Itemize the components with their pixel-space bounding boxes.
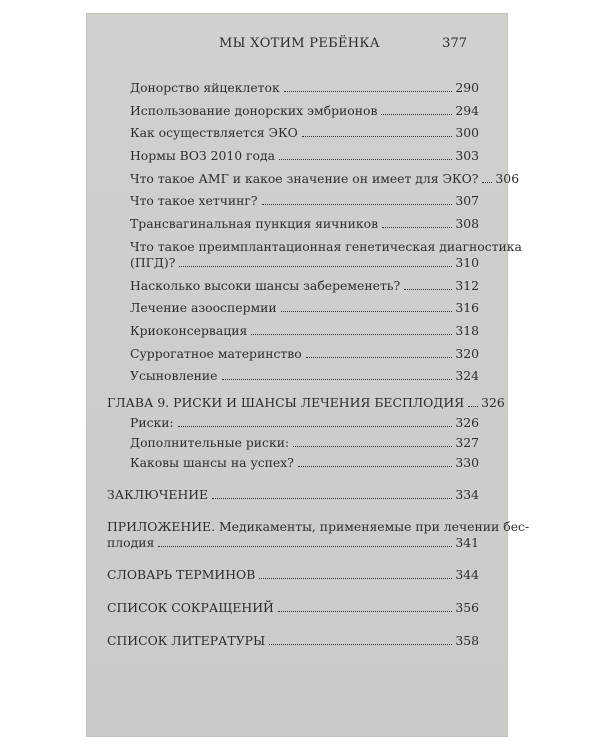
toc-chapter-page: 326 — [481, 395, 505, 411]
toc-entry — [130, 278, 479, 294]
toc-entry — [130, 300, 479, 316]
toc-entry-label: Усыновление — [130, 368, 218, 384]
dot-leader — [251, 334, 452, 335]
dot-leader — [302, 136, 453, 137]
toc-entry-label: Риски: — [130, 415, 174, 431]
toc-entry — [130, 193, 479, 209]
toc-entry-label: Лечение азооспермии — [130, 300, 277, 316]
toc-section-label: СЛОВАРЬ ТЕРМИНОВ — [107, 567, 256, 583]
toc-entry-label: Каковы шансы на успех? — [130, 455, 294, 471]
toc-entry-page: 306 — [495, 170, 520, 186]
toc-literature — [107, 633, 479, 649]
toc-entry-label: Использование донорских эмбрионов — [130, 102, 378, 118]
toc-entry-label: Криоконсервация — [130, 322, 248, 338]
toc-entry-page: 312 — [455, 277, 479, 293]
toc-entry — [130, 435, 479, 451]
dot-leader — [278, 611, 453, 612]
dot-leader — [212, 498, 452, 499]
toc-section-page: 334 — [455, 487, 479, 503]
toc-appendix — [107, 519, 530, 551]
toc-entry-label: Что такое хетчинг? — [130, 193, 258, 209]
toc-entry-page: 308 — [455, 216, 479, 232]
toc-section-page: 358 — [455, 633, 479, 649]
dot-leader — [298, 466, 452, 467]
toc-entry-page: 324 — [455, 368, 479, 384]
dot-leader — [281, 311, 453, 312]
dot-leader — [158, 546, 452, 547]
dot-leader — [382, 227, 452, 228]
dot-leader — [259, 578, 452, 579]
toc-entry-label: Насколько высоки шансы забеременеть? — [130, 277, 401, 293]
toc-entry-label-line2: (ПГД)? — [130, 254, 176, 270]
toc-section-label: ЗАКЛЮЧЕНИЕ — [107, 487, 209, 503]
toc-entry-page: 300 — [455, 125, 479, 141]
toc-entry — [130, 455, 479, 471]
dot-leader — [482, 182, 492, 183]
dot-leader — [269, 644, 452, 645]
dot-leader — [381, 114, 452, 115]
dot-leader — [262, 204, 453, 205]
toc-entry-page: 327 — [455, 435, 479, 451]
toc-section-page: 356 — [455, 600, 479, 616]
toc-chapter-label: ГЛАВА 9. РИСКИ И ШАНСЫ ЛЕЧЕНИЯ БЕСПЛОДИЯ — [107, 395, 465, 411]
dot-leader — [306, 357, 453, 358]
book-page — [87, 14, 530, 736]
toc-entry — [130, 80, 479, 96]
toc-entry — [130, 125, 479, 141]
toc-section-label-line1: ПРИЛОЖЕНИЕ. Медикаменты, применяемые при лечении бес- — [107, 519, 530, 535]
toc-entry — [130, 103, 479, 119]
toc-section-label: СПИСОК СОКРАЩЕНИЙ — [107, 600, 274, 616]
toc-entry — [130, 368, 479, 384]
toc-entry-label: Трансвагинальная пункция яичников — [130, 216, 379, 232]
toc-entry-page: 307 — [455, 193, 479, 209]
toc-entry — [130, 148, 479, 164]
toc-entry — [130, 238, 522, 271]
toc-section-label: СПИСОК ЛИТЕРАТУРЫ — [107, 633, 266, 649]
toc-entry-page: 310 — [455, 254, 479, 270]
toc-section-label-line2: плодия — [107, 535, 155, 551]
running-header-title: МЫ ХОТИМ РЕБЁНКА — [219, 36, 380, 51]
toc-glossary — [107, 567, 479, 583]
toc-entry — [130, 323, 479, 339]
toc-entry-page: 316 — [455, 300, 479, 316]
toc-entry — [130, 170, 520, 187]
dot-leader — [178, 426, 453, 427]
toc-entry-page: 294 — [455, 102, 479, 118]
toc-entry-label-line1: Что такое преимплантационная генетическая диагностика — [130, 238, 522, 254]
toc-entry — [130, 346, 479, 362]
dot-leader — [222, 379, 453, 380]
toc-entry-page: 320 — [455, 345, 479, 361]
toc-entry-page: 290 — [455, 80, 479, 95]
toc-entry — [130, 216, 479, 232]
toc-chapter-9 — [107, 395, 505, 411]
dot-leader — [404, 289, 452, 290]
toc-entry-label: Нормы ВОЗ 2010 года — [130, 148, 275, 164]
toc-entry-label: Дополнительные риски: — [130, 435, 290, 451]
dot-leader — [468, 406, 478, 407]
toc-section-page: 344 — [455, 567, 479, 583]
table-of-contents — [107, 80, 530, 649]
page-number: 377 — [442, 36, 467, 51]
dot-leader — [179, 266, 452, 267]
toc-entry-page: 326 — [455, 415, 479, 431]
toc-entry-page: 330 — [455, 455, 479, 471]
toc-entry-label: Что такое АМГ и какое значение он имеет для ЭКО? — [130, 170, 479, 186]
toc-entry-label: Донорство яйцеклеток — [130, 80, 280, 95]
dot-leader — [293, 446, 452, 447]
toc-entry — [130, 415, 479, 431]
toc-entry-label: Суррогатное материнство — [130, 345, 302, 361]
toc-entry-label: Как осуществляется ЭКО — [130, 125, 298, 141]
toc-entry-page: 303 — [455, 148, 479, 164]
toc-conclusion — [107, 487, 479, 503]
toc-abbreviations — [107, 600, 479, 616]
toc-section-page: 341 — [455, 535, 479, 551]
dot-leader — [284, 91, 453, 92]
dot-leader — [279, 159, 452, 160]
toc-entry-page: 318 — [455, 322, 479, 338]
